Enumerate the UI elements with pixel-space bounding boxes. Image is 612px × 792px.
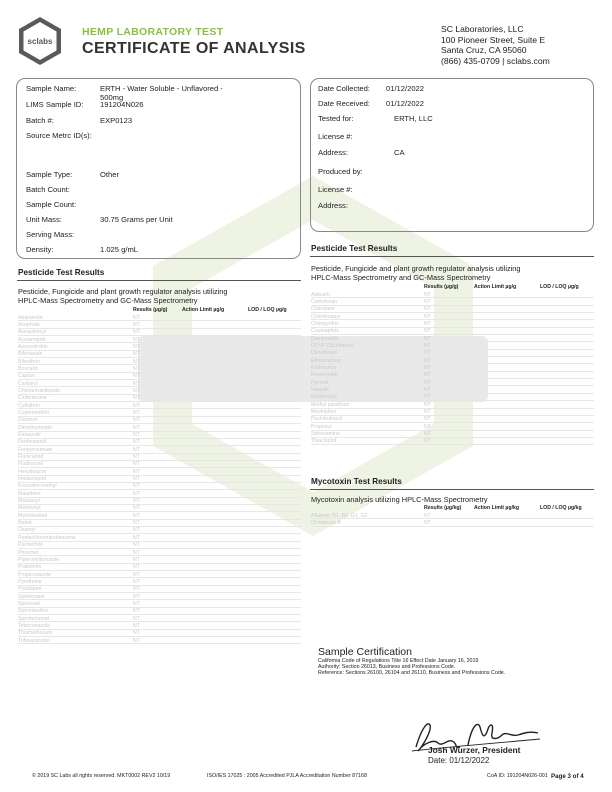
table-row xyxy=(18,417,301,424)
table-row xyxy=(311,320,594,327)
analyte-name: Etoxazole xyxy=(18,432,41,438)
page-number: Page 3 of 4 xyxy=(551,773,584,780)
table-row xyxy=(18,498,301,505)
analyte-result: NT xyxy=(133,476,140,483)
analyte-result: NT xyxy=(424,372,431,379)
table-row xyxy=(311,394,594,401)
table-row xyxy=(18,549,301,556)
analyte-result: NT xyxy=(133,351,140,358)
analyte-result: NT xyxy=(424,401,431,408)
field-label: License #: xyxy=(318,185,353,194)
analyte-name: Spinetoram xyxy=(18,593,45,600)
table-row xyxy=(311,291,594,298)
col-lod-loq: LOD / LOQ µg/g xyxy=(248,307,287,313)
analyte-name: Carbofuran xyxy=(311,298,337,305)
field-label: Produced by: xyxy=(318,167,363,176)
analyte-name: Spirotetramat xyxy=(18,615,50,622)
analyte-result: NT xyxy=(133,600,140,607)
analyte-result: NT xyxy=(424,519,431,526)
analyte-result: NT xyxy=(133,365,140,372)
analyte-result: NT xyxy=(133,358,140,365)
analyte-name: Bifenazate xyxy=(18,351,43,358)
analyte-result: NT xyxy=(133,630,140,637)
table-row xyxy=(311,298,594,305)
analyte-result: NT xyxy=(424,320,431,327)
analyte-name: Boscalid xyxy=(18,365,38,372)
lab-contact: (866) 435-0709 | sclabs.com xyxy=(441,55,550,66)
mycotoxin-table xyxy=(311,512,594,527)
table-row xyxy=(18,542,301,549)
analyte-name: Metalaxyl xyxy=(18,498,40,505)
analyte-name: Fipronil xyxy=(311,379,329,386)
analyte-name: Propoxur xyxy=(311,423,333,430)
analyte-name: Pyridaben xyxy=(18,586,42,593)
table-row xyxy=(311,357,594,364)
footer-page-number xyxy=(551,773,584,780)
analyte-result: NT xyxy=(424,431,431,438)
analyte-name: Trifloxystrobin xyxy=(18,637,51,644)
footer-coa-id: CoA ID: 191204N026-001 xyxy=(487,773,548,779)
analyte-result: NT xyxy=(424,357,431,364)
field-label: Source Metrc ID(s): xyxy=(26,131,92,140)
field-label: License #: xyxy=(318,132,353,141)
field-label: Sample Count: xyxy=(26,200,77,209)
table-row xyxy=(18,586,301,593)
analyte-result: NT xyxy=(133,556,140,563)
pesticide-desc-line1: Pesticide, Fungicide and plant growth regulator analysis utilizing xyxy=(311,264,521,273)
field-label: Density: xyxy=(26,245,54,254)
analyte-result: NT xyxy=(133,446,140,453)
analyte-result: NT xyxy=(133,321,140,328)
analyte-name: Thiamethoxam xyxy=(18,630,53,637)
report-title: CERTIFICATE OF ANALYSIS xyxy=(82,40,306,57)
table-row xyxy=(18,608,301,615)
analyte-name: Acephate xyxy=(18,321,40,328)
analyte-name: Tebuconazole xyxy=(18,622,51,629)
analyte-result: NT xyxy=(424,306,431,313)
analyte-name: Captan xyxy=(18,373,35,380)
table-row xyxy=(18,483,301,490)
table-row xyxy=(311,512,594,519)
table-row xyxy=(18,329,301,336)
analyte-name: Methiocarb xyxy=(311,394,337,401)
field-value: CA xyxy=(394,148,405,157)
table-row xyxy=(311,313,594,320)
field-value xyxy=(100,170,119,179)
analyte-name: Flonicamid xyxy=(18,454,44,461)
table-row xyxy=(18,454,301,461)
analyte-result: NT xyxy=(424,394,431,401)
analyte-name: Permethrin xyxy=(18,542,44,549)
table-row xyxy=(18,468,301,475)
analyte-name: Pyrethrins xyxy=(18,578,42,585)
analyte-result: NT xyxy=(424,291,431,298)
analyte-result: NT xyxy=(424,335,431,342)
analyte-name: Spiromesifen xyxy=(18,608,49,615)
pesticide-table-left xyxy=(18,314,301,644)
analyte-name: Myclobutanil xyxy=(18,512,47,519)
analyte-name: Methyl parathion xyxy=(311,401,350,408)
analyte-name: Cypermethrin xyxy=(18,409,50,416)
analyte-name: Chlorpyrifos xyxy=(311,320,339,327)
table-row xyxy=(18,380,301,387)
table-row xyxy=(18,593,301,600)
analyte-name: Imazalil xyxy=(311,386,329,393)
sc-labs-logo xyxy=(18,16,62,66)
table-row xyxy=(18,637,301,644)
analyte-result: NT xyxy=(424,342,431,349)
analyte-result: NT xyxy=(133,432,140,438)
table-row xyxy=(311,401,594,408)
col-action-limit: Action Limit µg/g xyxy=(182,307,225,313)
table-row xyxy=(311,306,594,313)
table-row xyxy=(18,387,301,394)
analyte-name: Chlorfenapyr xyxy=(311,313,341,320)
lab-street: 100 Pioneer Street, Suite E xyxy=(441,34,546,45)
analyte-result: NT xyxy=(133,615,140,622)
table-row xyxy=(311,342,594,349)
table-row xyxy=(18,395,301,402)
analyte-name: Cyfluthrin xyxy=(18,402,40,409)
field-value: ERTH, LLC xyxy=(394,114,433,123)
field-value xyxy=(100,245,138,254)
analyte-result: NT xyxy=(424,379,431,386)
lab-city: Santa Cruz, CA 95060 xyxy=(441,45,527,56)
analyte-name: Fludioxonil xyxy=(18,461,43,468)
analyte-name: Methomyl xyxy=(18,505,41,512)
lab-address xyxy=(441,24,550,66)
analyte-result: NT xyxy=(424,298,431,305)
col-results: Results (µg/kg) xyxy=(424,505,462,511)
analyte-name: Pentachloronitrobenzene xyxy=(18,534,76,541)
analyte-result: NT xyxy=(424,438,431,445)
table-row xyxy=(18,439,301,446)
analyte-result: NT xyxy=(424,416,431,423)
analyte-result: NT xyxy=(424,350,431,357)
field-label: Unit Mass: xyxy=(26,215,62,224)
col-lod-loq: LOD / LOQ µg/kg xyxy=(540,505,582,511)
analyte-result: NT xyxy=(133,483,140,490)
analyte-name: Aflatoxin B1, B2, G1, G2 xyxy=(311,512,368,519)
table-row xyxy=(18,314,301,321)
field-label: Sample Type: xyxy=(26,170,73,179)
report-subtitle: HEMP LABORATORY TEST xyxy=(82,26,224,38)
analyte-name: Kresoxim-methyl xyxy=(18,483,57,490)
analyte-name: Acequinocyl xyxy=(18,329,46,336)
table-row xyxy=(18,321,301,328)
analyte-result: NT xyxy=(133,417,140,424)
footer-copyright: © 2019 SC Labs all rights reserved. MKT0002 REV2 10/19 xyxy=(32,773,171,779)
analyte-name: Spiroxamine xyxy=(311,431,340,438)
analyte-name: Fenhexamid xyxy=(18,439,47,446)
field-value-line: 1.025 g/mL xyxy=(100,245,138,254)
analyte-name: Daminozide xyxy=(311,335,339,342)
analyte-name: Aldicarb xyxy=(311,291,330,298)
analyte-name: Coumaphos xyxy=(311,328,339,335)
table-row xyxy=(311,438,594,445)
field-label: Date Collected: xyxy=(318,84,370,93)
analyte-result: NT xyxy=(133,608,140,615)
analyte-result: NT xyxy=(133,461,140,468)
analyte-name: Propiconazole xyxy=(18,571,51,578)
section-rule xyxy=(17,280,301,281)
table-row xyxy=(311,431,594,438)
analyte-name: Thiacloprid xyxy=(311,438,337,445)
field-label: Address: xyxy=(318,148,348,157)
logo-text: sclabs xyxy=(27,37,53,46)
analyte-result: NT xyxy=(133,549,140,556)
field-value-line: Other xyxy=(100,170,119,179)
table-row xyxy=(18,343,301,350)
analyte-name: Acetamiprid xyxy=(18,336,46,343)
col-action-limit: Action Limit µg/g xyxy=(474,284,517,290)
field-value-line: EXP0123 xyxy=(100,116,133,125)
pesticide-desc-left xyxy=(18,287,228,305)
table-row xyxy=(18,432,301,439)
table-row xyxy=(18,630,301,637)
table-row xyxy=(18,373,301,380)
analyte-result: NT xyxy=(133,498,140,505)
table-row xyxy=(311,379,594,386)
analyte-result: NT xyxy=(133,490,140,497)
analyte-name: Paclobutrazol xyxy=(311,416,343,423)
table-row xyxy=(18,520,301,527)
analyte-result: NT xyxy=(133,468,140,475)
col-action-limit: Action Limit µg/kg xyxy=(474,505,520,511)
analyte-result: NT xyxy=(133,402,140,409)
analyte-name: Hexythiazox xyxy=(18,468,47,475)
field-value: 01/12/2022 xyxy=(386,84,425,93)
analyte-result: NT xyxy=(133,520,140,527)
analyte-name: Etofenprox xyxy=(311,364,337,371)
table-row xyxy=(18,564,301,571)
analyte-name: Diazinon xyxy=(18,417,39,424)
analyte-name: Ethoprophos xyxy=(311,357,341,364)
certification-line-1: California Code of Regulations Title 16 Effect Date January 16, 2019 xyxy=(318,658,479,664)
field-value xyxy=(100,100,144,109)
analyte-result: NT xyxy=(424,409,431,415)
analyte-name: Bifenthrin xyxy=(18,358,40,365)
analyte-name: Malathion xyxy=(18,490,41,497)
certification-line-3: Reference: Sections 26100, 26104 and 26110, Business and Professions Code. xyxy=(318,670,506,676)
pesticide-desc-line1: Pesticide, Fungicide and plant growth regulator analysis utilizing xyxy=(18,287,228,296)
analyte-result: NT xyxy=(133,409,140,416)
table-row xyxy=(18,476,301,483)
analyte-name: Chlordane xyxy=(311,306,335,313)
certification-title: Sample Certification xyxy=(318,646,412,658)
field-label: Date Received: xyxy=(318,99,370,108)
field-label: Address: xyxy=(318,201,348,210)
analyte-result: NT xyxy=(424,364,431,371)
analyte-result: NT xyxy=(133,527,140,534)
analyte-result: NT xyxy=(133,380,140,387)
table-row xyxy=(18,409,301,416)
table-row xyxy=(18,365,301,372)
analyte-result: NT xyxy=(133,542,140,549)
field-value-line: 191204N026 xyxy=(100,100,144,109)
table-row xyxy=(18,424,301,431)
analyte-name: Azoxystrobin xyxy=(18,343,48,350)
analyte-result: NT xyxy=(424,512,431,519)
table-row xyxy=(311,350,594,357)
section-rule xyxy=(310,489,594,490)
field-label: Batch #: xyxy=(26,116,54,125)
table-row xyxy=(311,416,594,423)
table-row xyxy=(18,534,301,541)
analyte-result: NT xyxy=(133,336,140,343)
table-row xyxy=(18,556,301,563)
table-row xyxy=(311,372,594,379)
analyte-result: NT xyxy=(133,578,140,585)
pesticide-desc-right xyxy=(311,264,521,282)
analyte-name: Oxamyl xyxy=(18,527,36,534)
footer-accreditation: ISO/IES 17025 : 2005 Accredited PJLA Accreditation Number 87168 xyxy=(207,773,367,779)
table-row xyxy=(311,423,594,430)
table-row xyxy=(18,527,301,534)
analyte-result: NT xyxy=(133,439,140,446)
analyte-name: Spinosad xyxy=(18,600,40,607)
analyte-name: Fenpyroximate xyxy=(18,446,53,453)
table-row xyxy=(18,505,301,512)
table-row xyxy=(18,571,301,578)
col-lod-loq: LOD / LOQ µg/g xyxy=(540,284,579,290)
analyte-name: Abamectin xyxy=(18,314,43,321)
field-value xyxy=(100,215,173,224)
table-row xyxy=(311,409,594,416)
analyte-result: NT xyxy=(133,424,140,431)
table-row xyxy=(311,364,594,371)
table-row xyxy=(18,512,301,519)
analyte-name: Fenoxycarb xyxy=(311,372,339,379)
analyte-name: Piperonylbutoxide xyxy=(18,556,60,563)
field-value-line: ERTH - Water Soluble - Unflavored - xyxy=(100,84,223,93)
analyte-name: Dimethomorph xyxy=(18,424,53,431)
lab-name: SC Laboratories, LLC xyxy=(441,24,524,34)
field-label: Sample Name: xyxy=(26,84,77,93)
pesticide-title-right: Pesticide Test Results xyxy=(311,244,398,253)
table-row xyxy=(311,335,594,342)
analyte-result: NT xyxy=(133,343,140,350)
analyte-result: NT xyxy=(133,564,140,571)
analyte-result: NT xyxy=(424,386,431,393)
analyte-name: Dimethoate xyxy=(311,350,338,357)
analyte-result: NT xyxy=(133,373,140,380)
analyte-result: NT xyxy=(133,314,140,321)
analyte-name: Chlorantraniliprole xyxy=(18,387,61,394)
field-value-line: 30.75 Grams per Unit xyxy=(100,215,173,224)
analyte-result: NT xyxy=(133,505,140,512)
field-value-line-2: 500mg xyxy=(100,93,124,102)
table-row xyxy=(311,328,594,335)
col-results: Results (µg/g) xyxy=(133,307,168,313)
analyte-result: NT xyxy=(133,395,140,402)
analyte-result: NT xyxy=(424,328,431,335)
pesticide-title-left: Pesticide Test Results xyxy=(18,268,105,277)
analyte-name: Carbaryl xyxy=(18,380,38,387)
table-row xyxy=(18,600,301,607)
table-row xyxy=(18,336,301,343)
analyte-result: NT xyxy=(133,534,140,541)
analyte-result: NT xyxy=(133,454,140,461)
signer-name: Josh Wurzer, President xyxy=(428,745,521,755)
analyte-result: NT xyxy=(133,512,140,519)
table-row xyxy=(311,386,594,393)
pesticide-table-right xyxy=(311,291,594,445)
analyte-name: Imidacloprid xyxy=(18,476,46,483)
analyte-result: NT xyxy=(133,387,140,394)
analyte-result: NT xyxy=(424,313,431,320)
analyte-name: Ochratoxin A xyxy=(311,519,341,526)
field-value xyxy=(100,116,132,125)
table-row xyxy=(18,461,301,468)
mycotoxin-desc: Mycotoxin analysis utilizing HPLC-Mass Spectrometry xyxy=(311,495,488,504)
analyte-result: NT xyxy=(133,329,140,336)
pesticide-desc-line2: HPLC-Mass Spectrometry and GC-Mass Spectrometry xyxy=(311,273,491,282)
table-row xyxy=(18,446,301,453)
table-row xyxy=(18,490,301,497)
analyte-result: NT xyxy=(133,593,140,600)
analyte-name: Naled xyxy=(18,520,32,527)
analyte-name: Clofentezine xyxy=(18,395,47,402)
section-rule xyxy=(310,256,594,257)
col-results: Results (µg/g) xyxy=(424,284,459,290)
table-row xyxy=(18,578,301,585)
analyte-result: NT xyxy=(133,622,140,629)
analyte-result: NT xyxy=(424,423,431,430)
analyte-result: NT xyxy=(133,586,140,593)
pesticide-desc-line2: HPLC-Mass Spectrometry and GC-Mass Spectrometry xyxy=(18,296,198,305)
table-row xyxy=(18,402,301,409)
analyte-result: NT xyxy=(133,571,140,578)
field-label: LIMS Sample ID: xyxy=(26,100,84,109)
mycotoxin-title: Mycotoxin Test Results xyxy=(311,477,402,486)
analyte-name: Phosmet xyxy=(18,549,39,556)
signature-date: Date: 01/12/2022 xyxy=(428,756,490,765)
table-row xyxy=(18,351,301,358)
field-label: Tested for: xyxy=(318,114,354,123)
field-label: Batch Count: xyxy=(26,185,70,194)
table-row xyxy=(311,519,594,526)
analyte-name: DDVP (Dichlorvos) xyxy=(311,342,355,349)
field-value: 01/12/2022 xyxy=(386,99,425,108)
certification-line-2: Authority: Section 26013, Business and Professions Code. xyxy=(318,664,456,670)
analyte-name: Prallethrin xyxy=(18,564,42,571)
analyte-name: Mevinphos xyxy=(311,409,337,415)
table-row xyxy=(18,622,301,629)
field-label: Serving Mass: xyxy=(26,230,75,239)
table-row xyxy=(18,615,301,622)
analyte-result: NT xyxy=(133,637,140,644)
table-row xyxy=(18,358,301,365)
